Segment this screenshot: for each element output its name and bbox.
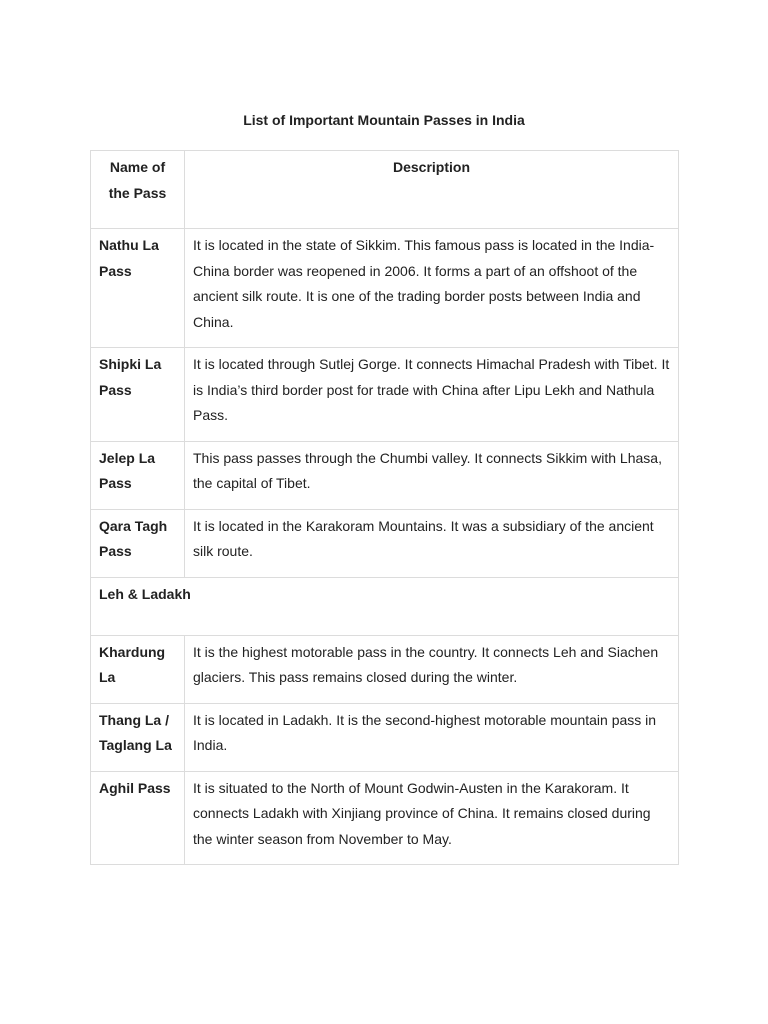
table-row: [91, 348, 679, 442]
pass-name-cell: Qara Tagh Pass: [91, 509, 185, 577]
header-description: Description: [185, 151, 679, 229]
table-row: [91, 703, 679, 771]
pass-description-cell: It is located through Sutlej Gorge. It connects Himachal Pradesh with Tibet. It is India’s third border post for trade with China after Lipu Lekh and Nathula Pass.: [185, 348, 679, 442]
pass-description-cell: It is the highest motorable pass in the country. It connects Leh and Siachen glaciers. This pass remains closed during the winter.: [185, 635, 679, 703]
table-row: [91, 441, 679, 509]
table-header-row: [91, 151, 679, 229]
pass-name-cell: Aghil Pass: [91, 771, 185, 865]
table-row: [91, 635, 679, 703]
header-name-of-pass: Name of the Pass: [91, 151, 185, 229]
section-heading-leh-ladakh: Leh & Ladakh: [91, 577, 679, 635]
pass-name-cell: Nathu La Pass: [91, 229, 185, 348]
table-row: [91, 229, 679, 348]
mountain-passes-table: [90, 150, 679, 865]
table-row: [91, 771, 679, 865]
pass-name-cell: Jelep La Pass: [91, 441, 185, 509]
pass-description-cell: It is located in Ladakh. It is the second-highest motorable mountain pass in India.: [185, 703, 679, 771]
pass-description-cell: It is located in the Karakoram Mountains. It was a subsidiary of the ancient silk route.: [185, 509, 679, 577]
section-heading-row: [91, 577, 679, 635]
page-title: List of Important Mountain Passes in India: [243, 112, 525, 128]
pass-description-cell: This pass passes through the Chumbi valley. It connects Sikkim with Lhasa, the capital of Tibet.: [185, 441, 679, 509]
pass-name-cell: Khardung La: [91, 635, 185, 703]
pass-name-cell: Thang La / Taglang La: [91, 703, 185, 771]
table-row: [91, 509, 679, 577]
pass-name-cell: Shipki La Pass: [91, 348, 185, 442]
pass-description-cell: It is situated to the North of Mount Godwin-Austen in the Karakoram. It connects Ladakh with Xinjiang province of China. It remains closed during the winter season from November to May.: [185, 771, 679, 865]
pass-description-cell: It is located in the state of Sikkim. This famous pass is located in the India-China border was reopened in 2006. It forms a part of an offshoot of the ancient silk route. It is one of the trading border posts between India and China.: [185, 229, 679, 348]
